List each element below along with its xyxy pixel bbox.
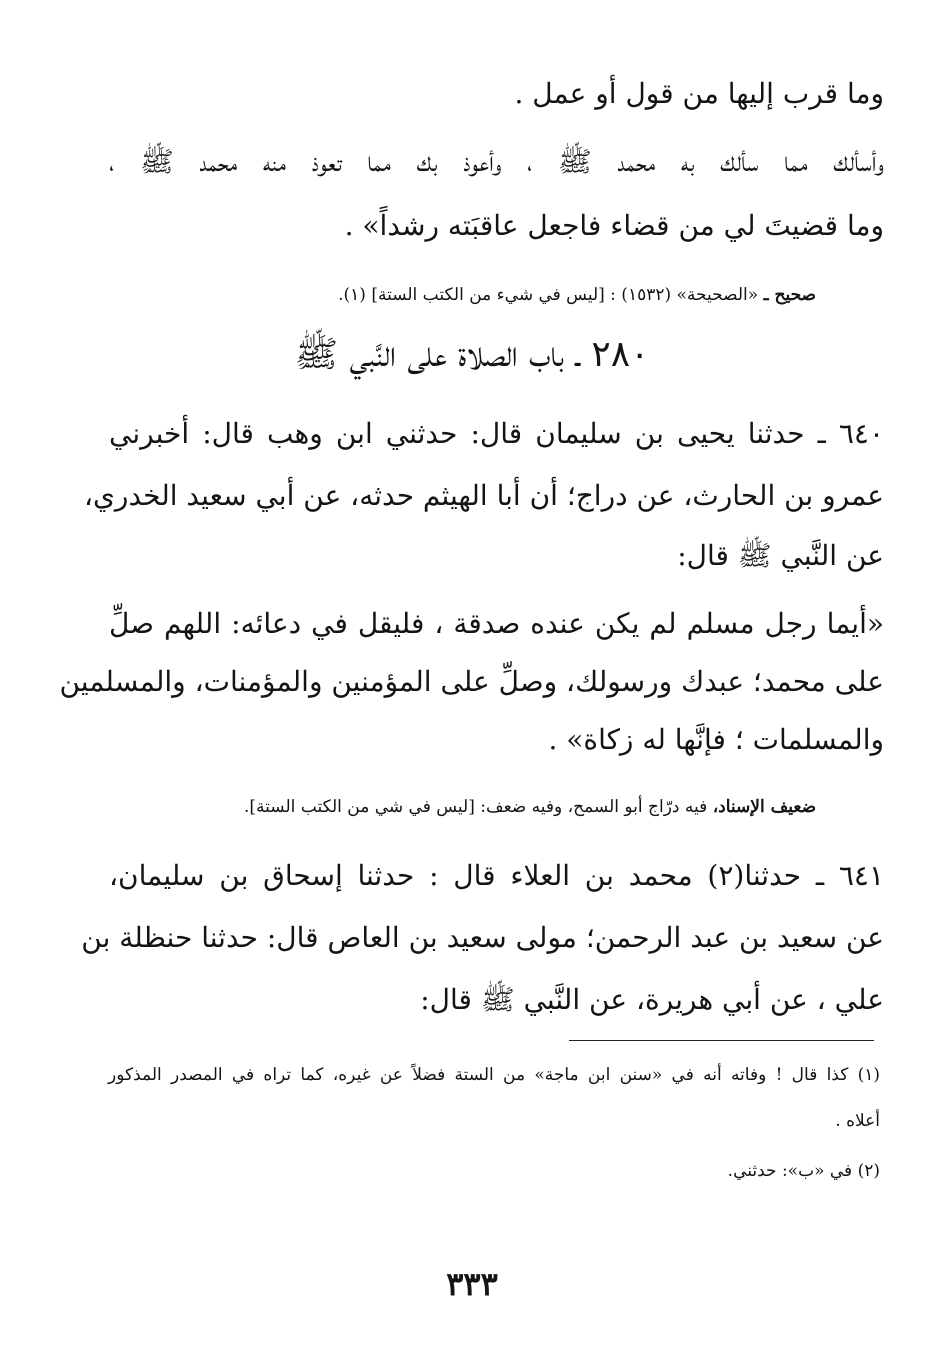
grading-text: «الصحيحة» (١٥٣٢) : [ليس في شيء من الكتب الستة] (١). xyxy=(338,285,759,305)
grading-note-2 xyxy=(126,794,816,820)
hadith-641-line-2: عن سعيد بن عبد الرحمن؛ مولى سعيد بن العاص قال: حدثنا حنظلة بن xyxy=(81,921,884,954)
footnote-1-line-2: أعلاه . xyxy=(835,1111,880,1131)
footnote-1-line-1: (١) كذا قال ! وفاته أنه في «سنن ابن ماجة» من الستة فضلاً عن غيره، كما تراه في المصدر المذكور xyxy=(108,1065,880,1085)
hadith-641-line-1: ٦٤١ ـ حدثنا(٢) محمد بن العلاء قال : حدثنا إسحاق بن سليمان، xyxy=(109,859,884,892)
text-line-3: وما قضيتَ لي من قضاء فاجعل عاقبَته رشداً» . xyxy=(344,209,884,242)
hadith-640-line-2: عمرو بن الحارث، عن دراج؛ أن أبا الهيثم حدثه، عن أبي سعيد الخدري، xyxy=(83,479,884,512)
grading-text-2: فيه درّاج أبو السمح، وفيه ضعف: [ليس في شي من الكتب الستة]. xyxy=(244,797,708,817)
hadith-641-line-3: علي ، عن أبي هريرة، عن النَّبي ﷺ قال: xyxy=(420,983,884,1016)
hadith-640-line-4: «أيما رجل مسلم لم يكن عنده صدقة ، فليقل في دعائه: اللهم صلِّ xyxy=(109,607,884,640)
hadith-640-line-6: والمسلمات ؛ فإنَّها له زكاة» . xyxy=(548,723,884,756)
grading-note-1 xyxy=(126,282,816,308)
hadith-640-line-3: عن النَّبي ﷺ قال: xyxy=(677,539,884,572)
text-line-1: وما قرب إليها من قول أو عمل . xyxy=(514,77,884,110)
text-line-2: وأسألك مما سألك به محمد ﷺ ، وأعوذ بك مما تعوذ منه محمد ﷺ ، xyxy=(109,145,884,178)
footnote-divider xyxy=(569,1040,874,1041)
hadith-640-line-1: ٦٤٠ ـ حدثنا يحيى بن سليمان قال: حدثني ابن وهب قال: أخبرني xyxy=(109,417,884,450)
grading-label: صحيح ـ xyxy=(763,285,816,305)
hadith-640-line-5: على محمد؛ عبدك ورسولك، وصلِّ على المؤمنين والمؤمنات، والمسلمين xyxy=(59,665,884,698)
chapter-title: ٢٨٠ ـ باب الصلاة على النَّبي ﷺ xyxy=(294,334,650,375)
grading-label-2: ضعيف الإسناد، xyxy=(712,797,816,817)
footnote-2: (٢) في «ب»: حدثني. xyxy=(727,1161,880,1181)
page-number: ٣٣٣ xyxy=(446,1265,498,1303)
